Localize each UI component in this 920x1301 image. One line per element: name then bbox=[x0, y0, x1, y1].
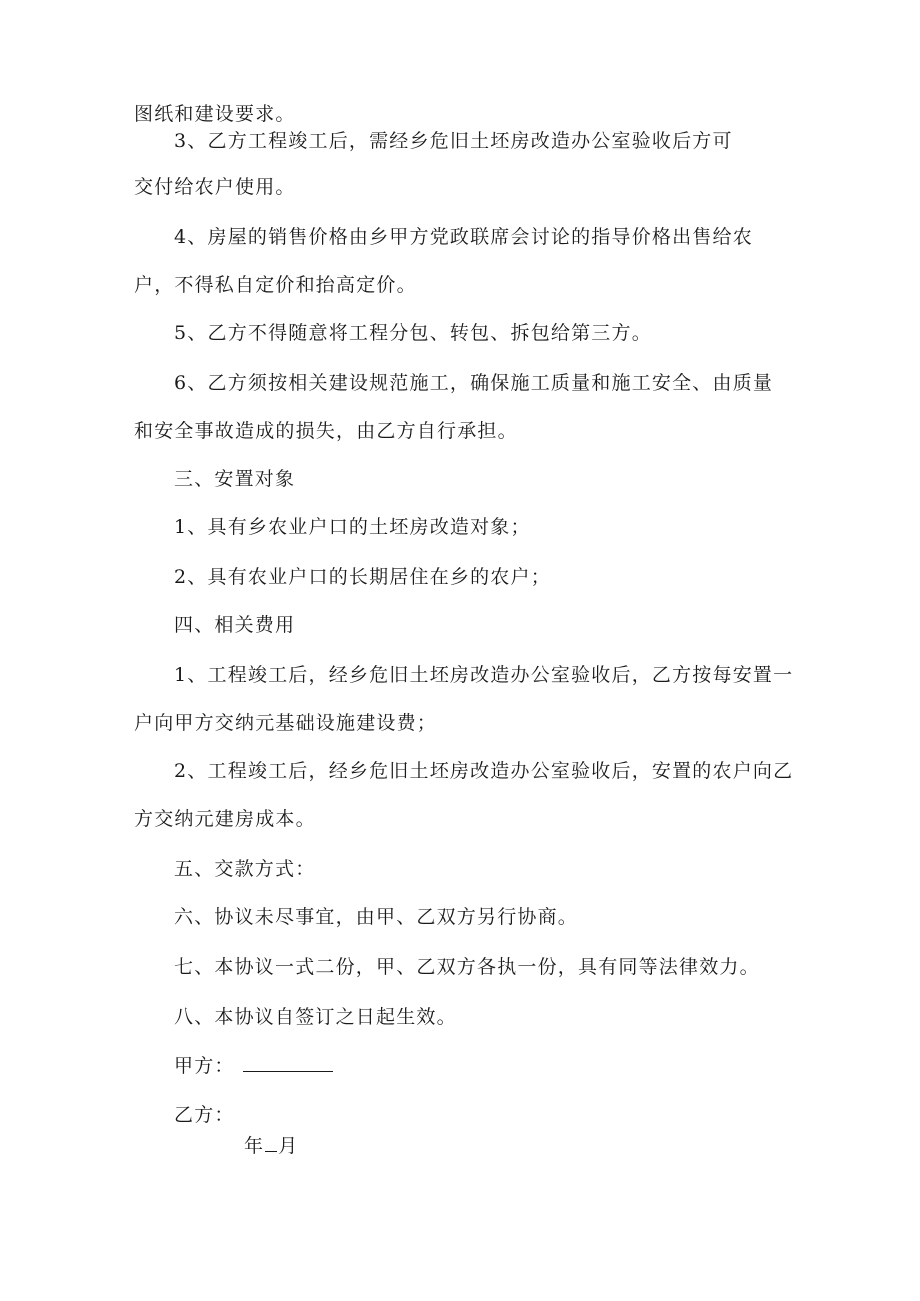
signature-date bbox=[244, 1133, 298, 1158]
paragraph-line: 2、工程竣工后，经乡危旧土坯房改造办公室验收后，安置的农户向乙 bbox=[174, 760, 794, 782]
party-a-label: 甲方： bbox=[174, 1055, 235, 1077]
signature-party-b bbox=[174, 1103, 235, 1127]
date-blank bbox=[265, 1133, 277, 1152]
section-heading: 四、相关费用 bbox=[174, 614, 296, 636]
date-year: 年 bbox=[244, 1135, 265, 1157]
section-heading: 六、协议未尽事宜，由甲、乙双方另行协商。 bbox=[174, 906, 579, 928]
section-heading: 八、本协议自签订之日起生效。 bbox=[174, 1006, 457, 1028]
party-b-label: 乙方： bbox=[174, 1104, 235, 1126]
paragraph-line: 1、具有乡农业户口的土坯房改造对象； bbox=[174, 516, 531, 538]
paragraph-line: 6、乙方须按相关建设规范施工，确保施工质量和施工安全、由质量 bbox=[174, 372, 774, 394]
paragraph-line: 2、具有农业户口的长期居住在乡的农户； bbox=[174, 566, 551, 588]
section-heading: 三、安置对象 bbox=[174, 468, 296, 490]
paragraph-line: 和安全事故造成的损失，由乙方自行承担。 bbox=[134, 420, 518, 442]
paragraph-line: 3、乙方工程竣工后，需经乡危旧土坯房改造办公室验收后方可 bbox=[174, 130, 733, 152]
paragraph-line: 图纸和建设要求。 bbox=[134, 103, 296, 125]
paragraph-line: 户向甲方交纳元基础设施建设费； bbox=[134, 712, 438, 734]
section-heading: 五、交款方式： bbox=[174, 858, 316, 880]
paragraph-line: 方交纳元建房成本。 bbox=[134, 808, 316, 830]
party-a-signature-blank bbox=[243, 1053, 333, 1072]
paragraph-line: 4、房屋的销售价格由乡甲方党政联席会讨论的指导价格出售给农 bbox=[174, 226, 753, 248]
paragraph-line: 交付给农户使用。 bbox=[134, 176, 296, 198]
signature-party-a bbox=[174, 1053, 333, 1078]
section-heading: 七、本协议一式二份，甲、乙双方各执一份，具有同等法律效力。 bbox=[174, 956, 760, 978]
paragraph-line: 户，不得私自定价和抬高定价。 bbox=[134, 274, 417, 296]
paragraph-line: 1、工程竣工后，经乡危旧土坯房改造办公室验收后，乙方按每安置一 bbox=[174, 664, 794, 686]
date-month: 月 bbox=[278, 1135, 299, 1157]
paragraph-line: 5、乙方不得随意将工程分包、转包、拆包给第三方。 bbox=[174, 322, 652, 344]
